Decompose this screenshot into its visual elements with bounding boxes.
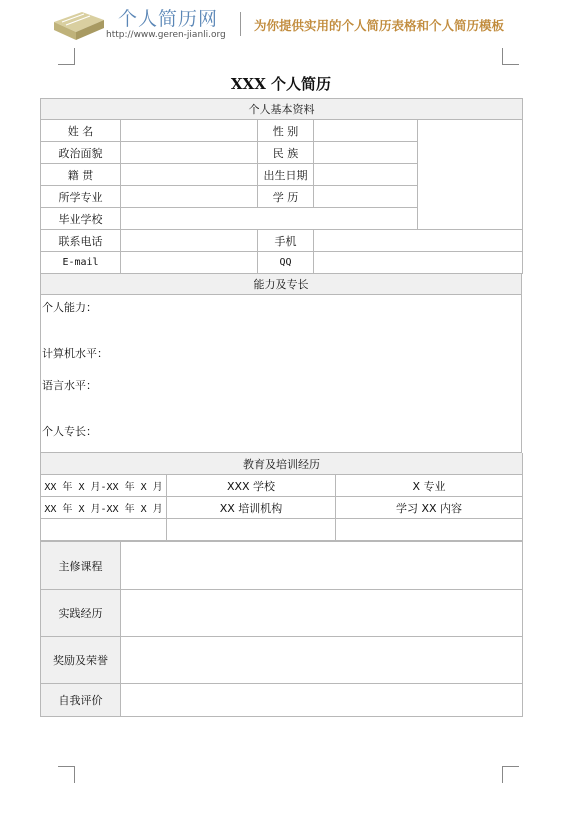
ethnicity-field[interactable]	[314, 142, 418, 164]
courses-field[interactable]	[121, 542, 523, 590]
major-field[interactable]	[121, 186, 258, 208]
section-education: 教育及培训经历	[41, 453, 523, 475]
language-level-label: 语言水平：	[42, 379, 97, 392]
birth-label: 出生日期	[258, 164, 314, 186]
edu-institution[interactable]: XXX 学校	[167, 475, 336, 497]
personal-ability-label: 个人能力：	[42, 301, 97, 314]
hometown-label: 籍 贯	[41, 164, 121, 186]
politics-label: 政治面貌	[41, 142, 121, 164]
school-label: 毕业学校	[41, 208, 121, 230]
specialty-label: 个人专长：	[42, 425, 97, 438]
site-name[interactable]: 个人简历网	[118, 8, 219, 30]
section-basic-info: 个人基本资料	[41, 99, 523, 120]
site-slogan: 为你提供实用的个人简历表格和个人简历模板	[254, 18, 505, 33]
site-url[interactable]: http://www.geren-jianli.org	[106, 30, 226, 40]
edu-detail[interactable]: X 专业	[336, 475, 523, 497]
gender-label: 性 别	[258, 120, 314, 142]
section-ability: 能力及专长	[41, 274, 522, 295]
site-header	[0, 0, 582, 48]
education-row	[41, 497, 523, 519]
courses-label: 主修课程	[41, 542, 121, 590]
header-divider	[240, 12, 241, 36]
major-label: 所学专业	[41, 186, 121, 208]
resume-title: XXX 个人简历	[230, 75, 332, 93]
edu-institution[interactable]	[167, 519, 336, 541]
gender-field[interactable]	[314, 120, 418, 142]
page-corner-bottom-left	[58, 766, 75, 783]
politics-field[interactable]	[121, 142, 258, 164]
awards-field[interactable]	[121, 637, 523, 684]
self-eval-field[interactable]	[121, 684, 523, 717]
edu-period[interactable]: XX 年 X 月-XX 年 X 月	[41, 497, 167, 519]
qq-label: QQ	[258, 252, 314, 274]
practice-label: 实践经历	[41, 590, 121, 637]
edu-detail[interactable]: 学习 XX 内容	[336, 497, 523, 519]
school-field[interactable]	[121, 208, 418, 230]
email-label: E-mail	[41, 252, 121, 274]
mobile-label: 手机	[258, 230, 314, 252]
qq-field[interactable]	[314, 252, 523, 274]
ability-table	[40, 274, 522, 453]
email-field[interactable]	[121, 252, 258, 274]
degree-label: 学 历	[258, 186, 314, 208]
edu-detail[interactable]	[336, 519, 523, 541]
self-eval-label: 自我评价	[41, 684, 121, 717]
degree-field[interactable]	[314, 186, 418, 208]
ethnicity-label: 民 族	[258, 142, 314, 164]
phone-field[interactable]	[121, 230, 258, 252]
logo-book-icon	[52, 8, 106, 42]
practice-field[interactable]	[121, 590, 523, 637]
edu-period[interactable]: XX 年 X 月-XX 年 X 月	[41, 475, 167, 497]
mobile-field[interactable]	[314, 230, 523, 252]
education-row	[41, 475, 523, 497]
edu-institution[interactable]: XX 培训机构	[167, 497, 336, 519]
awards-label: 奖励及荣誉	[41, 637, 121, 684]
hometown-field[interactable]	[121, 164, 258, 186]
education-row	[41, 519, 523, 541]
basic-info-table	[40, 98, 523, 274]
resume-form	[40, 98, 522, 717]
name-field[interactable]	[121, 120, 258, 142]
birth-field[interactable]	[314, 164, 418, 186]
phone-label: 联系电话	[41, 230, 121, 252]
computer-level-label: 计算机水平：	[42, 347, 108, 360]
page-corner-bottom-right	[502, 766, 519, 783]
extra-table	[40, 541, 523, 717]
page-corner-top-left	[58, 48, 75, 65]
ability-field[interactable]	[41, 295, 522, 453]
education-table	[40, 453, 523, 541]
edu-period[interactable]	[41, 519, 167, 541]
name-label: 姓 名	[41, 120, 121, 142]
page-corner-top-right	[502, 48, 519, 65]
photo-area[interactable]	[418, 120, 523, 230]
